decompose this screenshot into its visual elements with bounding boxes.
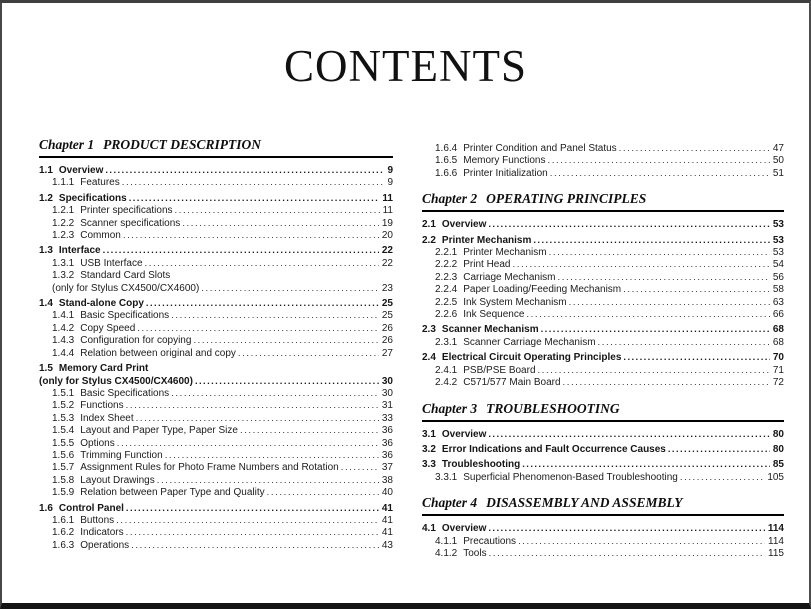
- toc-entry: [39, 245, 393, 257]
- entry-page-number: 53: [772, 219, 784, 231]
- dot-leader: [171, 310, 379, 322]
- dot-leader: [240, 425, 379, 437]
- entry-number: 1.2.2: [52, 217, 75, 229]
- dot-leader: [103, 245, 379, 257]
- toc-entry: [39, 193, 393, 205]
- toc-entry: [422, 377, 784, 389]
- dot-leader: [569, 297, 770, 309]
- chapter-heading: [422, 402, 784, 422]
- entry-number: 2.2: [422, 234, 436, 246]
- dot-leader: [623, 284, 770, 296]
- entry-label: USB Interface: [80, 257, 143, 269]
- entry-number: 2.3: [422, 324, 436, 336]
- entry-number: 2.4: [422, 352, 436, 364]
- entry-number: 2.2.6: [435, 309, 458, 321]
- entry-label: Basic Specifications: [80, 387, 170, 399]
- dot-leader: [145, 258, 379, 270]
- entry-page-number: 36: [381, 437, 393, 449]
- entry-label: Printer Initialization: [463, 167, 548, 179]
- entry-label: Troubleshooting: [441, 459, 521, 471]
- entry-label: Printer Mechanism: [463, 247, 547, 259]
- toc-entry: [422, 143, 784, 155]
- entry-label: Layout Drawings: [80, 474, 155, 486]
- entry-label: Print Head: [463, 259, 511, 271]
- entry-page-number: 26: [381, 335, 393, 347]
- entry-label: Indicators: [80, 527, 124, 539]
- entry-label: Carriage Mechanism: [463, 271, 556, 283]
- entry-number: 1.6: [39, 502, 53, 514]
- chapter-number: Chapter 2: [422, 191, 478, 207]
- toc-entry: [39, 503, 393, 515]
- entry-label: Printer Condition and Panel Status: [463, 143, 617, 154]
- dot-leader: [548, 155, 770, 167]
- dot-leader: [105, 165, 384, 177]
- entry-number: 1.6.3: [52, 539, 75, 551]
- entry-number: 3.2: [422, 443, 436, 455]
- entry-label-line2: (only for Stylus CX4500/CX4600): [52, 282, 200, 294]
- chapter-number: Chapter 4: [422, 495, 478, 511]
- entry-label: Operations: [80, 539, 130, 551]
- entry-page-number: 30: [381, 387, 393, 399]
- toc-entry: [422, 429, 784, 441]
- toc-entry: [39, 165, 393, 177]
- entry-page-number: 23: [381, 282, 393, 294]
- entry-number: 1.2.3: [52, 230, 75, 242]
- entry-label: PSB/PSE Board: [463, 364, 536, 376]
- dot-leader: [117, 438, 379, 450]
- entry-label: Error Indications and Fault Occurrence Causes: [441, 443, 666, 455]
- entry-label: Trimming Function: [80, 449, 163, 461]
- dot-leader: [201, 283, 379, 295]
- entry-page-number: 11: [382, 192, 393, 204]
- toc-entry: [39, 388, 393, 400]
- entry-number: 1.1.1: [52, 177, 75, 189]
- dot-leader: [522, 459, 770, 471]
- entry-page-number: 80: [772, 443, 784, 455]
- entry-page-number: 53: [772, 247, 784, 259]
- page-title: CONTENTS: [284, 41, 527, 91]
- entry-page-number: 71: [772, 364, 784, 376]
- dot-leader: [157, 475, 379, 487]
- entry-label: Scanner Carriage Mechanism: [463, 336, 596, 348]
- entry-number: 1.6.5: [435, 155, 458, 167]
- entry-page-number: 58: [772, 284, 784, 296]
- dot-leader: [533, 235, 769, 247]
- toc-entry: [422, 536, 784, 548]
- dot-leader: [238, 348, 379, 360]
- entry-page-number: 37: [381, 462, 393, 474]
- entry-page-number: 20: [381, 230, 393, 242]
- dot-leader: [598, 337, 770, 349]
- entry-page-number: 114: [767, 523, 784, 535]
- entry-page-number: 30: [381, 375, 393, 387]
- entry-page-number: 72: [772, 377, 784, 389]
- dot-leader: [126, 527, 379, 539]
- entry-label: Overview: [441, 428, 487, 440]
- entry-page-number: 115: [768, 547, 784, 559]
- chapter-number: Chapter 1: [39, 137, 95, 152]
- entry-number: 1.4.2: [52, 322, 75, 334]
- entry-label: Assignment Rules for Photo Frame Numbers and Rotation: [80, 462, 339, 474]
- entry-number: 1.4: [39, 298, 53, 310]
- entry-number: 1.5.6: [52, 449, 75, 461]
- dot-leader: [146, 298, 379, 310]
- entry-number: 1.5.4: [52, 425, 75, 437]
- entry-page-number: 9: [387, 177, 393, 189]
- toc-entry: [39, 413, 393, 425]
- entry-number: 2.4.1: [435, 364, 458, 376]
- toc-entry: [422, 219, 784, 231]
- toc-entry: [39, 487, 393, 499]
- entry-page-number: 54: [772, 259, 784, 271]
- toc-entry: [422, 168, 784, 180]
- entry-number: 2.2.3: [435, 271, 458, 283]
- entry-number: 1.4.4: [52, 347, 75, 359]
- dot-leader: [680, 472, 764, 484]
- entry-label: Memory Card Print: [58, 363, 149, 375]
- entry-label: Layout and Paper Type, Paper Size: [80, 425, 238, 437]
- entry-label: Superficial Phenomenon-Based Troubleshooting: [463, 471, 678, 483]
- entry-label: Specifications: [58, 192, 127, 204]
- entry-number: 1.3.1: [52, 257, 75, 269]
- toc-entry: [39, 425, 393, 437]
- chapter-title: DISASSEMBLY AND ASSEMBLY: [486, 495, 683, 511]
- dot-leader: [623, 352, 769, 364]
- entry-number: 4.1.1: [435, 535, 458, 547]
- entry-label: Precautions: [463, 535, 517, 547]
- entry-number: 1.6.1: [52, 514, 75, 526]
- chapter-title: PRODUCT DESCRIPTION: [103, 137, 262, 152]
- entry-number: 1.5.5: [52, 437, 75, 449]
- toc-entry: [39, 335, 393, 347]
- entry-page-number: 41: [381, 502, 393, 514]
- entry-label: Overview: [58, 165, 104, 176]
- entry-number: 2.1: [422, 219, 436, 231]
- toc-entry: [422, 472, 784, 484]
- entry-label: Scanner Mechanism: [441, 324, 539, 336]
- dot-leader: [489, 548, 765, 560]
- toc-entry: [422, 259, 784, 271]
- entry-page-number: 36: [381, 449, 393, 461]
- entry-number: 4.1: [422, 523, 436, 535]
- toc-column-right: [422, 138, 784, 560]
- toc-entry: [39, 258, 393, 270]
- toc-entry: [422, 272, 784, 284]
- toc-entry: [422, 459, 784, 471]
- entry-label-line2: (only for Stylus CX4500/CX4600): [39, 375, 193, 387]
- chapter-heading: [39, 138, 393, 158]
- dot-leader: [126, 400, 379, 412]
- entry-number: 1.2.1: [52, 205, 75, 217]
- toc-columns: [2, 138, 809, 560]
- entry-number: 3.3: [422, 459, 436, 471]
- toc-entry: [39, 270, 393, 295]
- entry-number: 1.4.1: [52, 310, 75, 322]
- toc-entry: [39, 400, 393, 412]
- chapter-title: TROUBLESHOOTING: [486, 400, 620, 416]
- toc-entry: [422, 247, 784, 259]
- entry-label: Relation between original and copy: [80, 347, 236, 359]
- toc-entry: [39, 177, 393, 189]
- entry-label: Relation between Paper Type and Quality: [80, 487, 265, 499]
- toc-entry: [39, 310, 393, 322]
- dot-leader: [126, 503, 379, 515]
- entry-label: Printer specifications: [80, 205, 173, 217]
- entry-label: Overview: [441, 219, 487, 231]
- entry-label: Buttons: [80, 514, 115, 526]
- toc-entry: [422, 548, 784, 560]
- dot-leader: [129, 193, 380, 205]
- entry-number: 1.5.3: [52, 412, 75, 424]
- entry-page-number: 51: [772, 167, 784, 179]
- dot-leader: [195, 376, 379, 388]
- dot-leader: [538, 365, 770, 377]
- entry-page-number: 105: [767, 471, 784, 483]
- dot-leader: [116, 515, 379, 527]
- chapter-heading: [422, 192, 784, 212]
- dot-leader: [123, 230, 379, 242]
- dot-leader: [488, 523, 764, 535]
- entry-label: Scanner specifications: [80, 217, 181, 229]
- entry-label: Index Sheet: [80, 412, 134, 424]
- entry-page-number: 22: [381, 245, 393, 257]
- toc-column-left: [39, 138, 393, 560]
- dot-leader: [668, 444, 770, 456]
- dot-leader: [193, 335, 378, 347]
- entry-number: 1.4.3: [52, 335, 75, 347]
- entry-number: 2.2.5: [435, 296, 458, 308]
- dot-leader: [488, 429, 769, 441]
- entry-label: Standard Card Slots: [80, 270, 171, 282]
- entry-page-number: 53: [772, 234, 784, 246]
- toc-entry: [422, 352, 784, 364]
- dot-leader: [171, 388, 379, 400]
- dot-leader: [558, 272, 770, 284]
- entry-page-number: 19: [381, 217, 393, 229]
- dot-leader: [550, 168, 770, 180]
- toc-entry: [422, 155, 784, 167]
- entry-page-number: 68: [772, 324, 784, 336]
- entry-number: 1.5.1: [52, 387, 75, 399]
- entry-page-number: 63: [772, 296, 784, 308]
- dot-leader: [131, 540, 379, 552]
- dot-leader: [267, 487, 379, 499]
- dot-leader: [549, 247, 770, 259]
- dot-leader: [182, 218, 379, 230]
- entry-label: Interface: [58, 245, 101, 257]
- entry-label: C571/577 Main Board: [463, 377, 561, 389]
- entry-page-number: 11: [382, 205, 393, 217]
- entry-number: 2.2.2: [435, 259, 458, 271]
- toc-entry: [39, 298, 393, 310]
- dot-leader: [165, 450, 379, 462]
- dot-leader: [136, 413, 379, 425]
- dot-leader: [563, 377, 770, 389]
- entry-page-number: 50: [772, 155, 784, 167]
- entry-page-number: 25: [381, 298, 393, 310]
- entry-label: Features: [80, 177, 120, 189]
- entry-page-number: 26: [381, 322, 393, 334]
- toc-entry: [422, 235, 784, 247]
- dot-leader: [513, 259, 770, 271]
- toc-entry: [39, 515, 393, 527]
- entry-label: Printer Mechanism: [441, 234, 532, 246]
- entry-label: Ink System Mechanism: [463, 296, 567, 308]
- entry-page-number: 40: [381, 487, 393, 499]
- entry-number: 2.2.4: [435, 284, 458, 296]
- toc-entry: [422, 309, 784, 321]
- dot-leader: [619, 143, 770, 155]
- entry-page-number: 68: [772, 336, 784, 348]
- entry-page-number: 36: [381, 425, 393, 437]
- entry-number: 2.2.1: [435, 247, 458, 259]
- chapter-number: Chapter 3: [422, 400, 478, 416]
- chapter-title: OPERATING PRINCIPLES: [486, 191, 647, 207]
- toc-entry: [39, 205, 393, 217]
- entry-label: Paper Loading/Feeding Mechanism: [463, 284, 622, 296]
- entry-page-number: 31: [381, 400, 393, 412]
- entry-page-number: 56: [772, 271, 784, 283]
- entry-label: Basic Specifications: [80, 310, 170, 322]
- dot-leader: [518, 536, 765, 548]
- entry-label: Electrical Circuit Operating Principles: [441, 352, 622, 364]
- entry-number: 1.3: [39, 245, 53, 257]
- entry-number: 3.3.1: [435, 471, 458, 483]
- entry-label: Configuration for copying: [80, 335, 192, 347]
- entry-number: 1.5.2: [52, 400, 75, 412]
- toc-entry: [422, 324, 784, 336]
- toc-entry: [39, 527, 393, 539]
- entry-page-number: 38: [381, 474, 393, 486]
- entry-number: 1.2: [39, 192, 53, 204]
- toc-entry: [39, 450, 393, 462]
- entry-label: Copy Speed: [80, 322, 136, 334]
- toc-entry: [39, 348, 393, 360]
- entry-number: 1.5: [39, 363, 53, 375]
- toc-entry: [39, 475, 393, 487]
- entry-label: Control Panel: [58, 502, 124, 514]
- dot-leader: [122, 177, 385, 189]
- entry-page-number: 114: [768, 535, 784, 547]
- entry-number: 2.3.1: [435, 336, 458, 348]
- entry-label: Overview: [441, 523, 487, 535]
- entry-page-number: 41: [381, 527, 393, 539]
- toc-entry: [39, 230, 393, 242]
- toc-entry: [422, 444, 784, 456]
- entry-number: 2.4.2: [435, 377, 458, 389]
- entry-number: 1.3.2: [52, 270, 75, 282]
- entry-label: Tools: [463, 547, 487, 559]
- entry-number: 1.6.4: [435, 143, 458, 154]
- entry-label: Common: [80, 230, 121, 242]
- entry-label: Memory Functions: [463, 155, 546, 167]
- toc-entry: [422, 297, 784, 309]
- entry-number: 1.6.2: [52, 527, 75, 539]
- dot-leader: [137, 323, 379, 335]
- entry-label: Functions: [80, 400, 124, 412]
- entry-page-number: 25: [381, 310, 393, 322]
- entry-number: 1.5.7: [52, 462, 75, 474]
- entry-page-number: 41: [381, 514, 393, 526]
- entry-page-number: 47: [772, 143, 784, 154]
- entry-page-number: 9: [387, 165, 393, 176]
- dot-leader: [526, 309, 769, 321]
- toc-entry: [39, 218, 393, 230]
- entry-page-number: 43: [381, 539, 393, 551]
- entry-number: 1.5.9: [52, 487, 75, 499]
- entry-page-number: 85: [772, 459, 784, 471]
- entry-page-number: 33: [381, 412, 393, 424]
- entry-label: Ink Sequence: [463, 309, 525, 321]
- entry-number: 3.1: [422, 428, 436, 440]
- toc-entry: [422, 365, 784, 377]
- entry-page-number: 70: [772, 352, 784, 364]
- toc-entry: [422, 523, 784, 535]
- dot-leader: [341, 462, 379, 474]
- dot-leader: [541, 324, 770, 336]
- toc-entry: [39, 363, 393, 388]
- toc-entry: [422, 284, 784, 296]
- entry-number: 1.1: [39, 165, 53, 176]
- entry-number: 4.1.2: [435, 547, 458, 559]
- entry-page-number: 27: [381, 347, 393, 359]
- toc-entry: [39, 462, 393, 474]
- dot-leader: [488, 219, 769, 231]
- entry-label: Stand-alone Copy: [58, 298, 144, 310]
- dot-leader: [175, 205, 380, 217]
- toc-entry: [39, 540, 393, 552]
- entry-number: 1.5.8: [52, 474, 75, 486]
- entry-page-number: 66: [772, 309, 784, 321]
- entry-label: Options: [80, 437, 115, 449]
- entry-page-number: 22: [381, 257, 393, 269]
- toc-entry: [39, 323, 393, 335]
- entry-number: 1.6.6: [435, 167, 458, 179]
- entry-page-number: 80: [772, 428, 784, 440]
- chapter-heading: [422, 496, 784, 516]
- toc-entry: [39, 438, 393, 450]
- toc-entry: [422, 337, 784, 349]
